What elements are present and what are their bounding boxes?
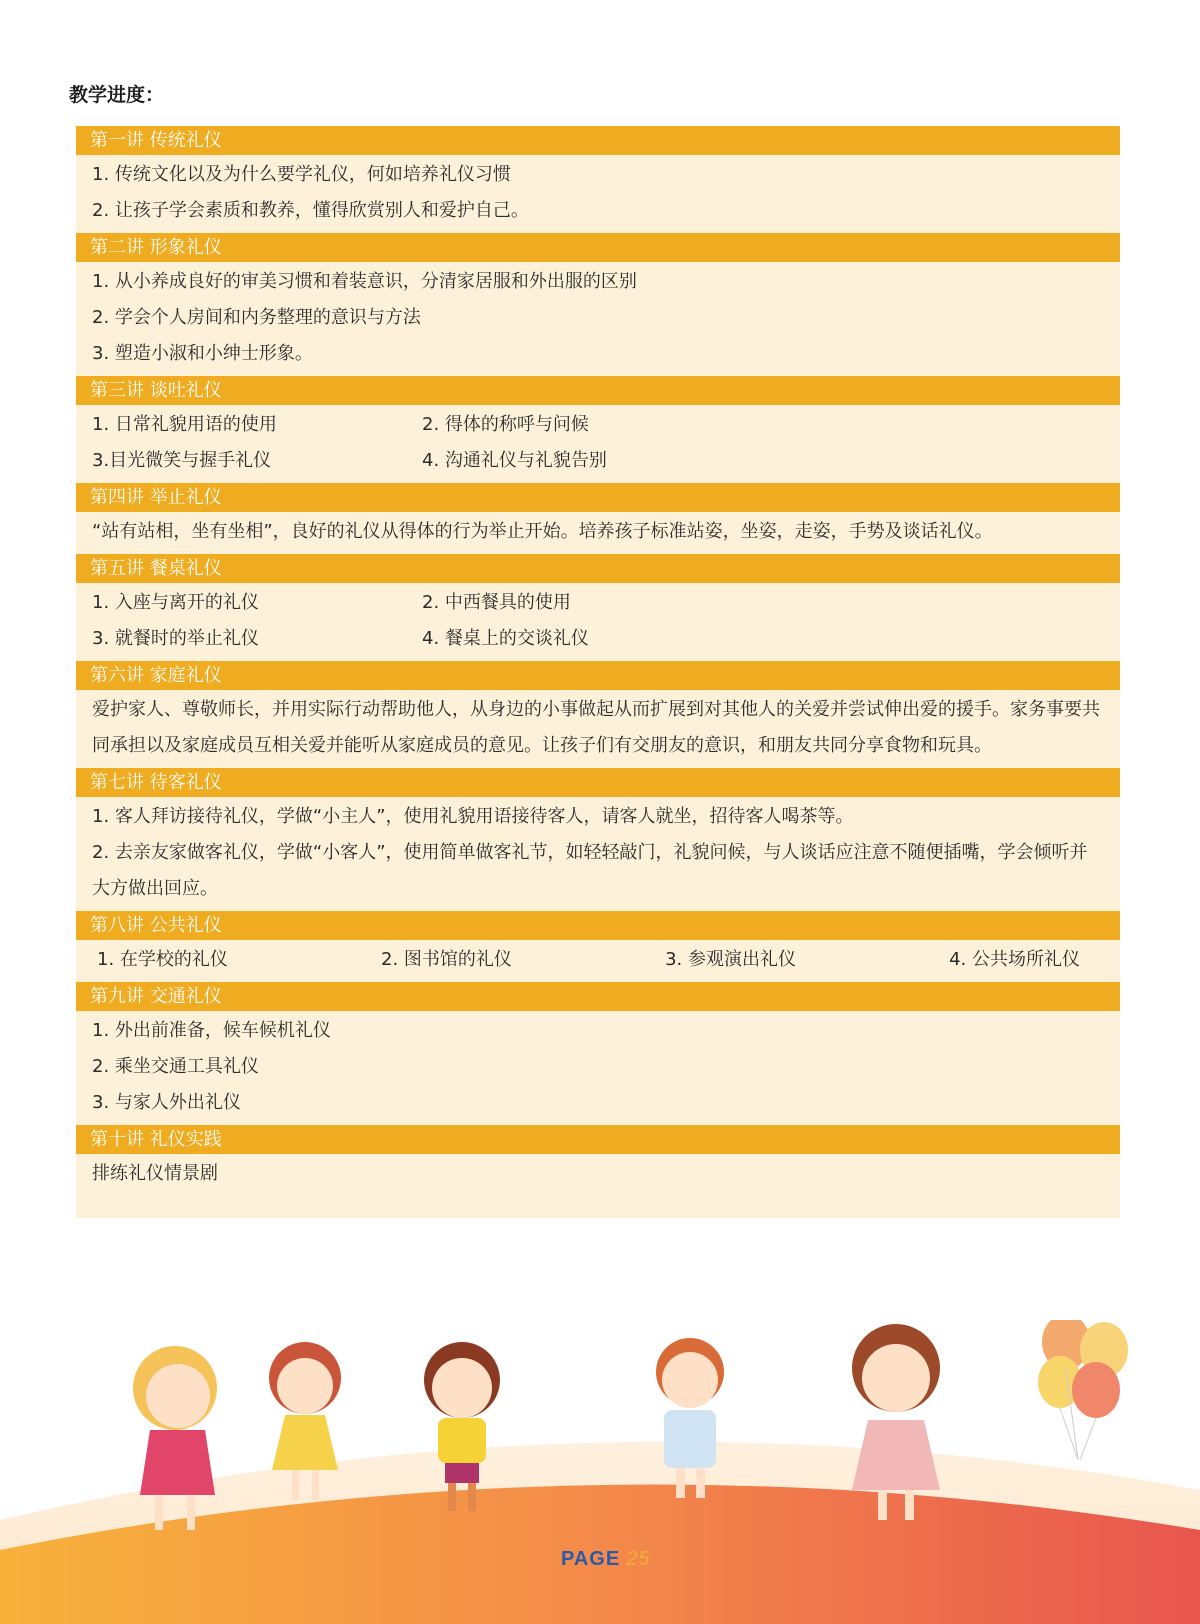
list-item: 1. 日常礼貌用语的使用 bbox=[92, 414, 277, 435]
lecture-body bbox=[76, 155, 1120, 233]
lecture-body bbox=[76, 262, 1120, 376]
list-item: 1. 入座与离开的礼仪 bbox=[92, 592, 259, 613]
paragraph: 2. 去亲友家做客礼仪，学做“小客人”，使用简单做客礼节，如轻轻敲门，礼貌问候，与人谈话应注意不随便插嘴，学会倾听并大方做出回应。 bbox=[92, 842, 1088, 899]
lecture-header: 第十讲 礼仪实践 bbox=[76, 1125, 1120, 1154]
lecture-header: 第九讲 交通礼仪 bbox=[76, 982, 1120, 1011]
list-item: 3.目光微笑与握手礼仪 bbox=[92, 450, 272, 471]
page-number-value: 25 bbox=[626, 1548, 651, 1570]
lecture-header: 第四讲 举止礼仪 bbox=[76, 483, 1120, 512]
lecture-header: 第六讲 家庭礼仪 bbox=[76, 661, 1120, 690]
lecture-body bbox=[76, 690, 1120, 768]
list-item: 2. 让孩子学会素质和教养，懂得欣赏别人和爱护自己。 bbox=[92, 200, 529, 221]
lecture-body bbox=[76, 1011, 1120, 1125]
list-item: 2. 乘坐交通工具礼仪 bbox=[92, 1056, 259, 1077]
paragraph: 爱护家人、尊敬师长，并用实际行动帮助他人，从身边的小事做起从而扩展到对其他人的关爱并尝试伸出爱的援手。家务事要共同承担以及家庭成员互相关爱并能听从家庭成员的意见。让孩子们有交朋友的意识，和朋友共同分享食物和玩具。 bbox=[92, 699, 1100, 756]
schedule-table bbox=[76, 126, 1120, 1218]
balloons-icon bbox=[1038, 1320, 1128, 1460]
page-label: PAGE bbox=[561, 1548, 621, 1570]
list-item: 1. 传统文化以及为什么要学礼仪，何如培养礼仪习惯 bbox=[92, 164, 511, 185]
lecture-body bbox=[76, 940, 1120, 982]
lecture-header: 第七讲 待客礼仪 bbox=[76, 768, 1120, 797]
page-number bbox=[561, 1548, 650, 1571]
list-item: 4. 沟通礼仪与礼貌告别 bbox=[422, 450, 607, 471]
lecture-body bbox=[76, 797, 1120, 911]
lecture-body bbox=[76, 583, 1120, 661]
list-item: 1. 在学校的礼仪 bbox=[97, 949, 228, 970]
paragraph: “站有站相，坐有坐相”，良好的礼仪从得体的行为举止开始。培养孩子标准站姿，坐姿，走姿，手势及谈话礼仪。 bbox=[92, 521, 993, 542]
list-item: 2. 中西餐具的使用 bbox=[422, 592, 571, 613]
list-item: 1. 外出前准备，候车候机礼仪 bbox=[92, 1020, 331, 1041]
list-item: 4. 公共场所礼仪 bbox=[949, 949, 1080, 970]
list-item: 3. 参观演出礼仪 bbox=[665, 949, 796, 970]
lecture-body bbox=[76, 405, 1120, 483]
lecture-body bbox=[76, 512, 1120, 554]
list-item: 3. 塑造小淑和小绅士形象。 bbox=[92, 343, 313, 364]
list-item: 1. 客人拜访接待礼仪，学做“小主人”，使用礼貌用语接待客人，请客人就坐，招待客人喝茶等。 bbox=[92, 806, 854, 827]
lecture-header: 第三讲 谈吐礼仪 bbox=[76, 376, 1120, 405]
lecture-header: 第一讲 传统礼仪 bbox=[76, 126, 1120, 155]
lecture-body bbox=[76, 1154, 1120, 1196]
list-item: 1. 从小养成良好的审美习惯和着装意识，分清家居服和外出服的区别 bbox=[92, 271, 637, 292]
list-item: 2. 学会个人房间和内务整理的意识与方法 bbox=[92, 307, 421, 328]
children-illustration bbox=[0, 1320, 1200, 1624]
list-item: 2. 得体的称呼与问候 bbox=[422, 414, 589, 435]
list-item: 3. 就餐时的举止礼仪 bbox=[92, 628, 259, 649]
lecture-header: 第八讲 公共礼仪 bbox=[76, 911, 1120, 940]
list-item: 排练礼仪情景剧 bbox=[92, 1163, 218, 1184]
list-item: 2. 图书馆的礼仪 bbox=[381, 949, 512, 970]
lecture-header: 第二讲 形象礼仪 bbox=[76, 233, 1120, 262]
lecture-header: 第五讲 餐桌礼仪 bbox=[76, 554, 1120, 583]
list-item: 4. 餐桌上的交谈礼仪 bbox=[422, 628, 589, 649]
page-heading: 教学进度： bbox=[69, 84, 165, 106]
list-item: 3. 与家人外出礼仪 bbox=[92, 1092, 241, 1113]
